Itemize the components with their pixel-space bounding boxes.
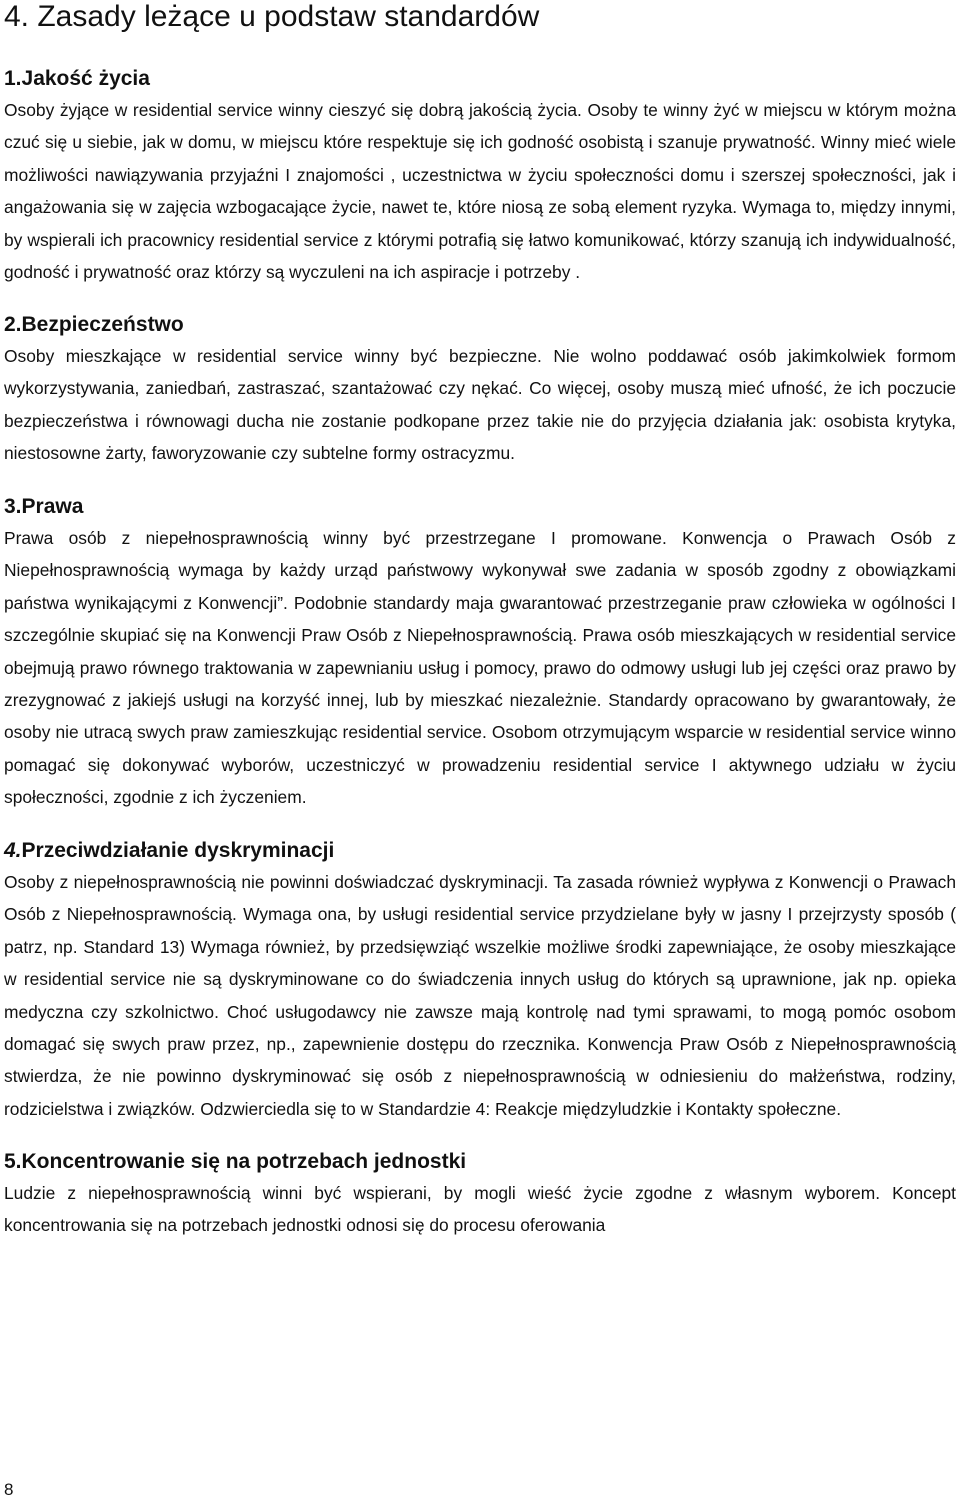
section-body: Osoby żyjące w residential service winny cieszyć się dobrą jakością życia. Osoby te winny żyć w miejscu w którym można czuć się u siebie, jak w domu, w miejscu które respektuje się ich godność osobistą i szanuje prywatność. Winny mieć wiele możliwości nawiązywania przyjaźni I znajomości , uczestnictwa w życiu społeczności domu i szerszej społeczności, jak i angażowania się w zajęcia wzbogacające życie, nawet te, które niosą ze sobą element ryzyka. Wymaga to, między innymi, by wspierali ich pracownicy residential service z którymi potrafią się łatwo komunikować, którzy szanują ich indywidualność, godność i prywatność oraz którzy są wyczuleni na ich aspiracje i potrzeby . xyxy=(4,100,956,283)
section-heading: 3.Prawa xyxy=(4,495,84,518)
section-person-centred xyxy=(4,1147,956,1242)
section-body: Osoby z niepełnosprawnością nie powinni doświadczać dyskryminacji. Ta zasada również wypływa z Konwencji o Prawach Osób z Niepełnosprawnością. Wymaga ona, by usługi residential service przydzielane były w jasny I przejrzysty sposób ( patrz, np. Standard 13) Wymaga również, by przedsięwziąć wszelkie możliwe środki zapewniające, że osoby mieszkające w residential service nie są dyskryminowane co do świadczenia innych usług do których są uprawnione, jak np. opieka medyczna czy szkolnictwo. Choć usługodawcy nie zawsze mają kontrolę nad tymi sprawami, to mogą pomóc osobom domagać się swych praw przez, np., zapewnienie dostępu do rzecznika. Konwencja Praw Osób z Niepełnosprawnością stwierdza, że nie powinno dyskryminować się osób z niepełnosprawnością w odniesieniu do małżeństwa, rodziny, rodzicielstwa i związków. Odzwierciedla się to w Standardzie 4: Reakcje międzyludzkie i Kontakty społeczne. xyxy=(4,872,956,1119)
section-heading: 2.Bezpieczeństwo xyxy=(4,313,184,336)
section-safety xyxy=(4,310,956,470)
section-body: Ludzie z niepełnosprawnością winni być wspierani, by mogli wieść życie zgodne z własnym wyborem. Koncept koncentrowania się na potrzebach jednostki odnosi się do procesu oferowania xyxy=(4,1183,956,1236)
section-heading: 5.Koncentrowanie się na potrzebach jednostki xyxy=(4,1150,467,1173)
section-anti-discrimination xyxy=(4,836,956,1125)
document-title: 4. Zasady leżące u podstaw standardów xyxy=(4,0,540,33)
section-heading-number: 4. xyxy=(4,839,22,862)
section-quality-of-life xyxy=(4,64,956,288)
section-body: Prawa osób z niepełnosprawnością winny być przestrzegane I promowane. Konwencja o Prawach Osób z Niepełnosprawnością wymaga by każdy urząd państwowy wykonywał swe zadania w sposób zgodny z obowiązkami państwa wynikającymi z Konwencji”. Podobnie standardy maja gwarantować przestrzeganie praw człowieka w ogólności I szczególnie skupiać się na Konwencji Praw Osób z Niepełnosprawnością. Prawa osób mieszkających w residential service obejmują prawo równego traktowania w zapewnianiu usług i pomocy, prawo do odmowy usługi lub jej części oraz prawo by zrezygnować z jakiejś usługi na korzyść innej, lub by mieszkać niezależnie. Standardy opracowano by gwarantowały, że osoby nie utracą swych praw zamieszkując residential service. Osobom otrzymującym wsparcie w residential service winno pomagać się dokonywać wyborów, uczestniczyć w prowadzeniu residential service I aktywnego udziału w życiu społeczności, zgodnie z ich życzeniem. xyxy=(4,528,956,808)
section-rights xyxy=(4,492,956,814)
section-heading: 1.Jakość życia xyxy=(4,67,150,90)
section-heading-text: Przeciwdziałanie dyskryminacji xyxy=(21,839,335,862)
page-number: 8 xyxy=(4,1480,14,1499)
section-body: Osoby mieszkające w residential service winny być bezpieczne. Nie wolno poddawać osób jakimkolwiek formom wykorzystywania, zaniedbań, zastraszać, szantażować czy nękać. Co więcej, osoby muszą mieć ufność, że ich poczucie bezpieczeństwa i równowagi ducha nie zostanie podkopane przez takie nie do przyjęcia działania jak: osobista krytyka, niestosowne żarty, faworyzowanie czy subtelne formy ostracyzmu. xyxy=(4,346,956,464)
section-heading xyxy=(4,836,956,866)
document-page xyxy=(4,0,956,1505)
